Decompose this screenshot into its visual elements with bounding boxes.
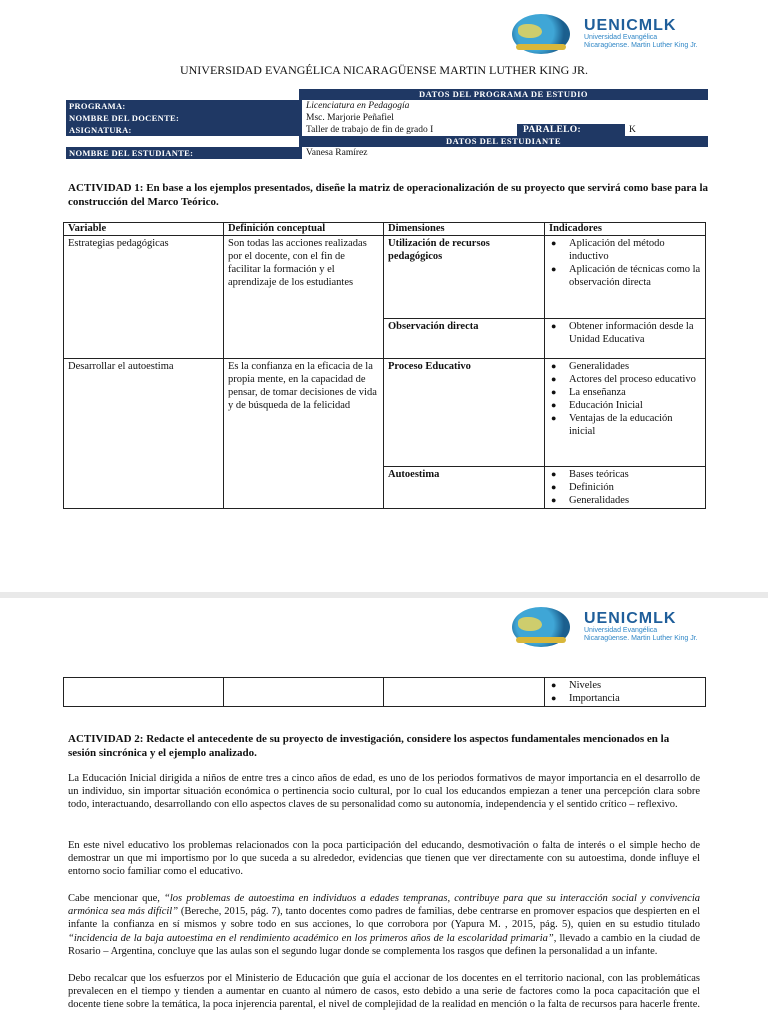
docente-label: NOMBRE DEL DOCENTE: xyxy=(66,112,302,124)
header-table xyxy=(66,89,708,159)
indicator-item: ● Obtener información desde la Unidad Educativa xyxy=(549,320,701,346)
paragraph-3-text: Cabe mencionar que, xyxy=(68,893,165,904)
university-title: UNIVERSIDAD EVANGÉLICA NICARAGÜENSE MARTIN LUTHER KING JR. xyxy=(179,63,589,77)
indicator-item: ● La enseñanza xyxy=(549,386,701,399)
asignatura-label: ASIGNATURA: xyxy=(66,124,302,136)
quote-2: “incidencia de la baja autoestima en el rendimiento académico en los primeros años de la escolaridad primaria” xyxy=(68,932,554,944)
logo-name: UENICMLK xyxy=(584,610,677,627)
programa-label: PROGRAMA: xyxy=(66,100,302,112)
paragraph-3-text: , llevado a cambio en la ciudad de Rosario – Argentina, concluye que las aulas son el segundo lugar donde se complementa los rasgos que definen la personalidad a un infante. xyxy=(68,932,701,957)
university-logo xyxy=(512,607,698,647)
estudiante-value: Vanesa Ramírez xyxy=(302,147,367,159)
quote-1: “los problemas de autoestima en individuos a edades tempranas, contribuye para que su interacción social y convivencia armónica sea más difícil” xyxy=(68,893,701,918)
indicator-item: ● Actores del proceso educativo xyxy=(549,373,701,386)
indicators-cell xyxy=(545,467,706,509)
empty-cell xyxy=(224,678,384,707)
definition-cell: Es la confianza en la eficacia de la propia mente, en la capacidad de pensar, de tomar decisiones de vida y de búsqueda de la felicidad xyxy=(224,359,384,509)
header-variable: Variable xyxy=(64,223,224,236)
indicator-item: ● Aplicación del método inductivo xyxy=(549,237,701,263)
programa-value: Licenciatura en Pedagogía xyxy=(302,100,409,112)
indicator-item: ● Definición xyxy=(549,481,701,494)
paralelo-value: K xyxy=(623,124,636,136)
operationalization-matrix xyxy=(63,222,706,509)
page-2 xyxy=(0,598,768,1024)
indicators-cell xyxy=(545,319,706,359)
activity-1-heading: ACTIVIDAD 1: En base a los ejemplos presentados, diseñe la matriz de operacionalización de su proyecto que servirá como base para la construcción del Marco Teórico. xyxy=(68,182,709,208)
paragraph-1: La Educación Inicial dirigida a niños de entre tres a cinco años de edad, es uno de los periodos formativos de mayor importancia en el desarrollo de un individuo, sin importar situación económica o pertinencia socio cultural, por lo cual los educandos empiezan a tener una percepción clara sobre todo, interactuando, desarrollando con ello aspectos claves de su personalidad como su autonomía, independencia y el sentido crítico – reflexivo. xyxy=(68,773,700,811)
dimension-cell: Autoestima xyxy=(384,467,545,509)
paragraph-3 xyxy=(68,892,700,958)
asignatura-value: Taller de trabajo de fin de grado I xyxy=(302,124,517,136)
globe-icon xyxy=(512,607,570,647)
activity-2-heading: ACTIVIDAD 2: Redacte el antecedente de su proyecto de investigación, considere los aspectos fundamentales mencionados en la sesión sincrónica y el ejemplo analizado. xyxy=(68,733,670,759)
indicator-item: ● Generalidades xyxy=(549,360,701,373)
dimension-cell: Observación directa xyxy=(384,319,545,359)
header-dimensions: Dimensiones xyxy=(384,223,545,236)
header-indicators: Indicadores xyxy=(545,223,706,236)
student-band: DATOS DEL ESTUDIANTE xyxy=(299,136,708,147)
indicators-cell xyxy=(545,359,706,467)
estudiante-label: NOMBRE DEL ESTUDIANTE: xyxy=(66,147,302,159)
dimension-cell: Proceso Educativo xyxy=(384,359,545,467)
logo-name: UENICMLK xyxy=(584,17,677,34)
docente-value: Msc. Marjorie Peñafiel xyxy=(302,112,394,124)
indicators-cell xyxy=(545,678,706,707)
empty-cell xyxy=(64,678,224,707)
indicator-item: ● Ventajas de la educación inicial xyxy=(549,412,701,438)
indicator-item: ● Generalidades xyxy=(549,494,701,507)
university-logo xyxy=(512,14,698,54)
paragraph-3-text: (Bereche, 2015, pág. 7), tanto docentes como padres de familias, debe centrarse en promover espacios que despierten en el infante la confianza en sí mismos y sobre todo en sus acciones, lo que corrobora por (Yapura M. , 2015, pág. 5), quien en su estudio titulado xyxy=(68,906,701,931)
paralelo-label: PARALELO: xyxy=(517,124,623,136)
matrix-continuation xyxy=(63,677,706,707)
globe-icon xyxy=(512,14,570,54)
program-band: DATOS DEL PROGRAMA DE ESTUDIO xyxy=(299,89,708,100)
variable-cell: Estrategias pedagógicas xyxy=(64,236,224,359)
dimension-cell: Utilización de recursos pedagógicos xyxy=(384,236,545,319)
logo-subtitle: Universidad Evangélica xyxy=(584,627,658,634)
indicator-item: ● Educación Inicial xyxy=(549,399,701,412)
logo-subtitle: Universidad Evangélica xyxy=(584,34,658,41)
indicator-item: ● Niveles xyxy=(549,679,701,692)
paragraph-4: Debo recalcar que los esfuerzos por el Ministerio de Educación que guía el accionar de los docentes en el territorio nacional, con las problemáticas prevalecen en el tiempo y tienden a aumentar en cuanto al número de casos, esto debido a una serie de factores como la poca capacitación que el docente tiene sobre la temática, la poca injerencia parental, el nivel de complejidad de la realidad en mención o la falta de recursos para hacerle frente. xyxy=(68,973,701,1011)
logo-subtitle-2: Nicaragüense. Martin Luther King Jr. xyxy=(584,42,698,49)
indicators-cell xyxy=(545,236,706,319)
logo-subtitle-2: Nicaragüense. Martin Luther King Jr. xyxy=(584,635,698,642)
empty-cell xyxy=(384,678,545,707)
indicator-item: ● Aplicación de técnicas como la observación directa xyxy=(549,263,701,289)
definition-cell: Son todas las acciones realizadas por el docente, con el fin de facilitar la formación y el aprendizaje de los estudiantes xyxy=(224,236,384,359)
variable-cell: Desarrollar el autoestima xyxy=(64,359,224,509)
indicator-item: ● Importancia xyxy=(549,692,701,705)
header-definition: Definición conceptual xyxy=(224,223,384,236)
indicator-item: ● Bases teóricas xyxy=(549,468,701,481)
paragraph-2: En este nivel educativo los problemas relacionados con la poca participación del educando, desmotivación o falta de interés o el simple hecho de demostrar un que mi importismo por lo que suceda a su alrededor, evidencias que tienen que ver directamente con su autoestima, donde influye el entorno socio familiar como el educativo. xyxy=(68,840,700,878)
